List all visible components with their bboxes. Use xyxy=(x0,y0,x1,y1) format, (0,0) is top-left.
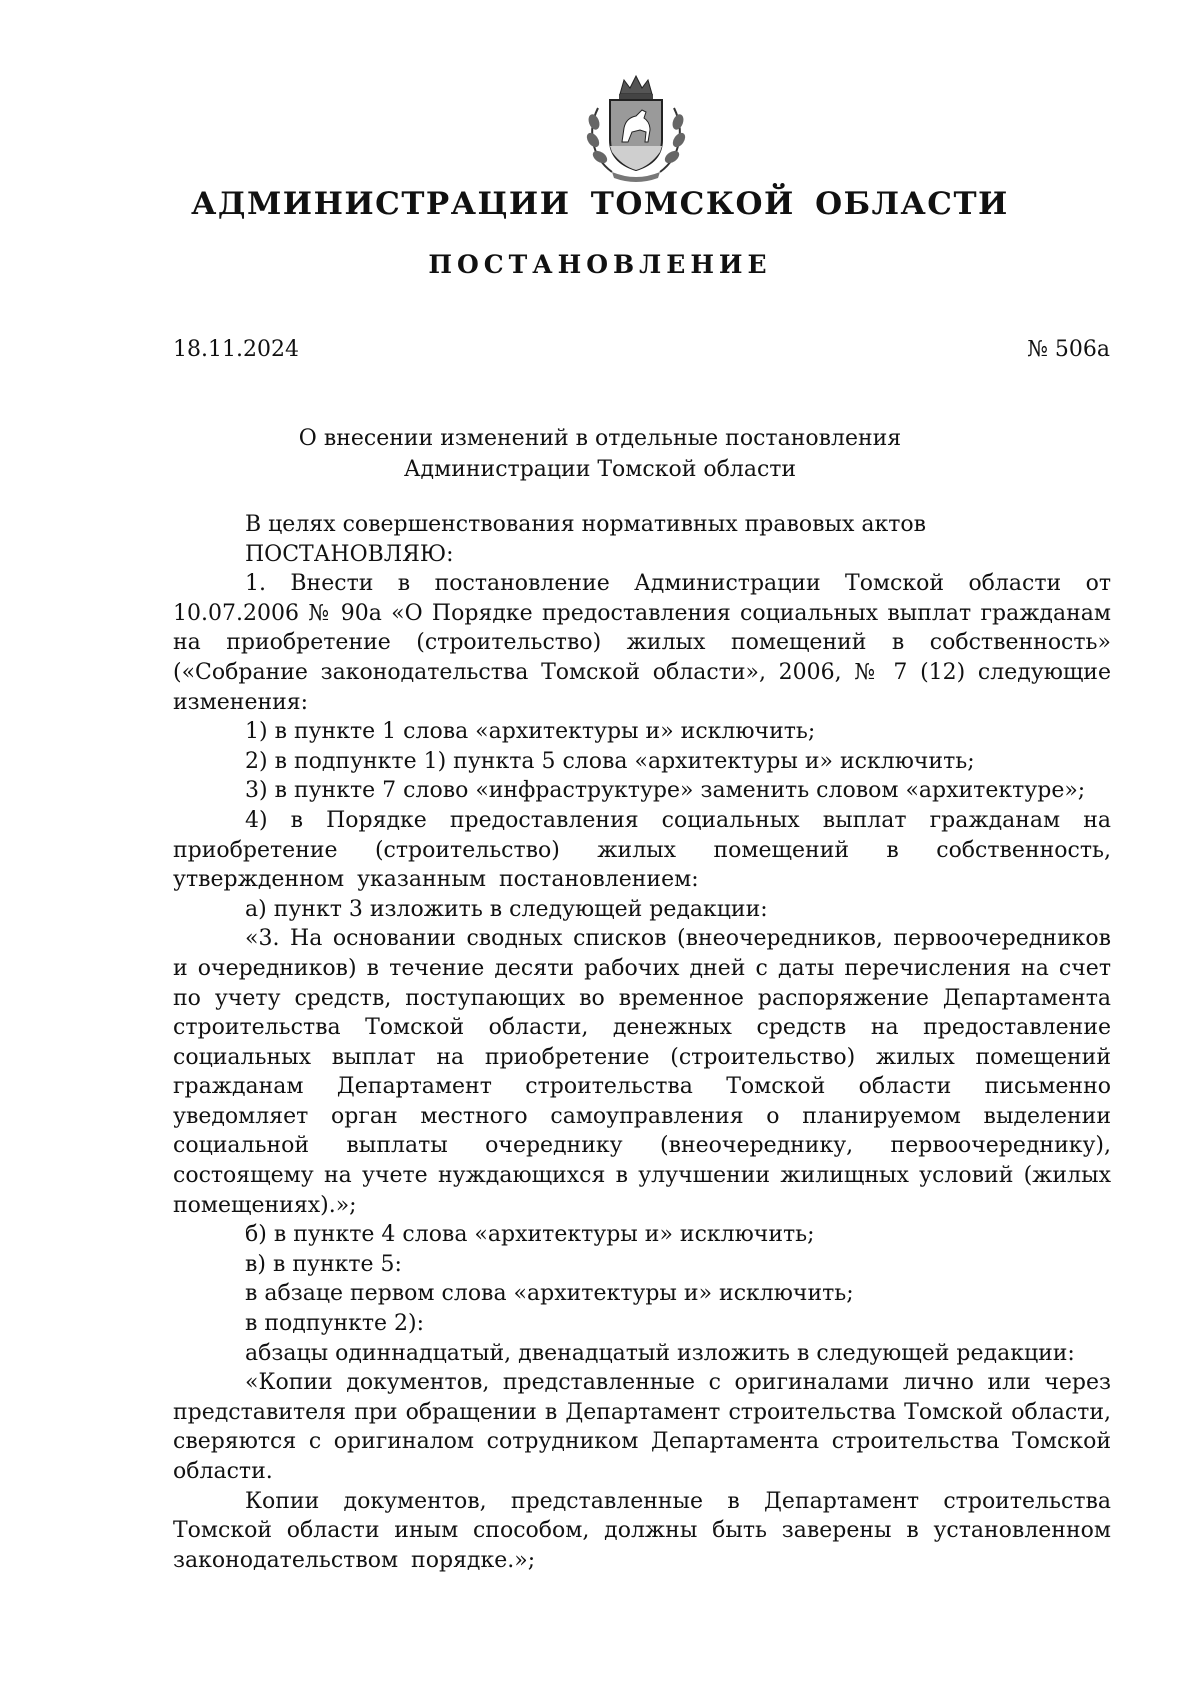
paragraph: «3. На основании сводных списков (внеочередников, первоочередников и очередников) в течение десяти рабочих дней с даты перечисления на счет по учету средств, поступающих во временное распоряжение Департамента строительства Томской области, денежных средств на предоставление социальных выплат на приобретение (строительство) жилых помещений гражданам Департамент строительства Томской области письменно уведомляет орган местного самоуправления о планируемом выделении социальной выплаты очереднику (внеочереднику, первоочереднику), состоящему на учете нуждающихся в улучшении жилищных условий (жилых помещениях).»; xyxy=(173,926,1111,1218)
tomsk-coat-of-arms-icon xyxy=(584,68,688,186)
paragraph: «Копии документов, представленные с оригиналами лично или через представителя при обращении в Департамент строительства Томской области, сверяются с оригиналом сотрудником Департамента строительства Томской области. xyxy=(173,1370,1111,1484)
paragraph: абзацы одиннадцатый, двенадцатый изложить в следующей редакции: xyxy=(245,1340,1075,1366)
document-date: 18.11.2024 xyxy=(173,337,299,362)
document-body xyxy=(173,510,1111,1575)
paragraph: 2) в подпункте 1) пункта 5 слова «архитектуры и» исключить; xyxy=(245,748,975,774)
paragraph: в подпункте 2): xyxy=(245,1311,425,1337)
paragraph: а) пункт 3 изложить в следующей редакции: xyxy=(245,896,768,922)
document-type: ПОСТАНОВЛЕНИЕ xyxy=(428,250,772,279)
organization-title: АДМИНИСТРАЦИИ ТОМСКОЙ ОБЛАСТИ xyxy=(191,186,1009,222)
paragraph: 1) в пункте 1 слова «архитектуры и» исключить; xyxy=(245,719,816,745)
paragraph: Копии документов, представленные в Департамент строительства Томской области иным способом, должны быть заверены в установленном законодательством порядке.»; xyxy=(173,1488,1111,1573)
paragraph: В целях совершенствования нормативных правовых актов xyxy=(245,512,927,537)
paragraph: 4) в Порядке предоставления социальных выплат гражданам на приобретение (строительство) жилых помещений в собственность, утвержденном указанным постановлением: xyxy=(173,807,1111,893)
paragraph: в абзаце первом слова «архитектуры и» исключить; xyxy=(245,1281,854,1307)
document-number: № 506а xyxy=(1027,337,1110,362)
paragraph: в) в пункте 5: xyxy=(245,1251,402,1277)
subject-line: Администрации Томской области xyxy=(403,457,797,482)
paragraph: ПОСТАНОВЛЯЮ: xyxy=(245,541,454,567)
paragraph: б) в пункте 4 слова «архитектуры и» исключить; xyxy=(245,1222,815,1248)
paragraph: 3) в пункте 7 слово «инфраструктуре» заменить словом «архитектуре»; xyxy=(245,778,1086,804)
document-subject xyxy=(0,423,1200,485)
paragraph: 1. Внести в постановление Администрации Томской области от 10.07.2006 № 90а «О Порядке предоставления социальных выплат гражданам на приобретение (строительство) жилых помещений в собственность» («Собрание законодательства Томской области», 2006, № 7 (12) следующие изменения: xyxy=(173,571,1111,715)
subject-line: О внесении изменений в отдельные постановления xyxy=(298,426,902,451)
